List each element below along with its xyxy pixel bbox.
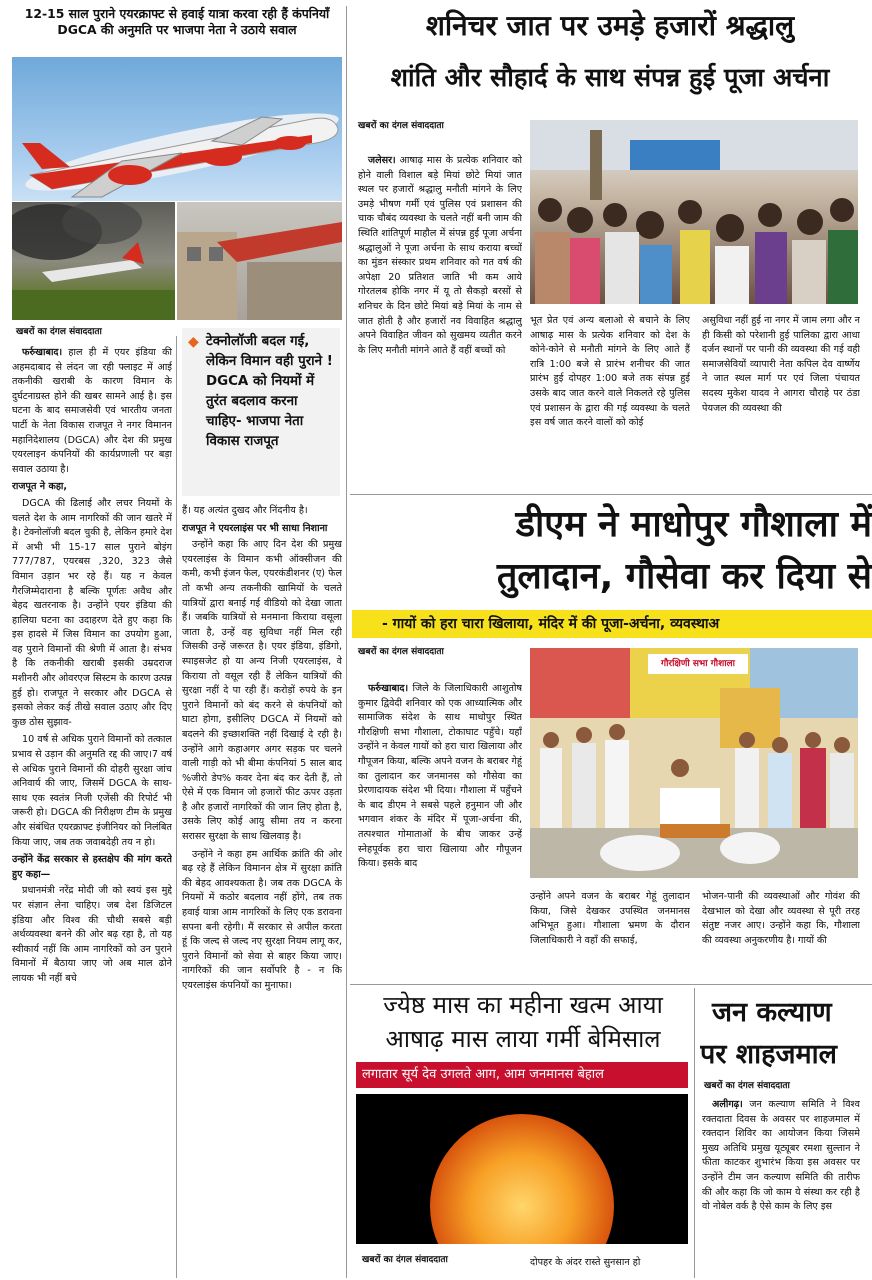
story2-column-1: जलेसर। आषाढ़ मास के प्रत्येक शनिवार को होने वाली विशाल बड़े मियां छोटे मियां जात स्थल पर हजारों श्रद्धालु मनौती मांगने के लिए उमड़े भीषण गर्मी एवं पुलिस एवं प्रशासन की चाक चौबंद व्यवस्था के चलते नहीं बनी जाम की स्थिति शांतिपूर्ण माहौल में संपन्न हुई पूजा अर्चना श्रद्धालुओं ने पूजा अर्चना के साथ कराया बच्चों का मुंडन संस्कार प्रथम शनिवार को गत वर्ष की अपेक्षा 20 प्रतिशत जाति भी कम आये गोरतलब होकि नगर में यू तो सैकड़ो बरसों से शनिचर के दिन छोटे मियां बड़े मियां के नाम से जात होती है और हजारों नव विवाहित श्रद्धालु अपने विवाहित जीवन को सुखमय व्यतीत करने के लिए मनौती मांगने आते हैं वहीं बच्चों को [358, 155, 522, 356]
story4-headline-1: ज्येष्ठ मास का महीना खत्म आया [383, 991, 663, 1019]
story5-dateline: अलीगढ़। [712, 1099, 743, 1110]
story1-plane-photo [12, 57, 342, 201]
story3-column-2: उन्होंने अपने वजन के बराबर गेहूं तुलादान किया, जिसे देखकर उपस्थित जनमानस अभिभूत हुआ। गौशाला भ्रमण के दौरान जिलाधिकारी ने वहाँ की सफाई, [530, 891, 690, 946]
story2-column-2: भूत प्रेत एवं अन्य बलाओ से बचाने के लिए आषाढ़ मास के प्रत्येक शनिवार को देश के कोने-कोने से मनौती मांगने के लिए आते हैं रात्रि 1:00 बजे से प्रारंभ शनीचर की जात प्रारंभ हुई दोपहर 1:00 बजे तक संपन्न हुई उसके बाद जात करने वाले निकलते रहे पुलिस एवं प्रशासन के द्वारा की गई व्यवस्था के चलते इस वर्ष जात करने वालों को कोई [530, 315, 690, 429]
story1-pullquote: ◆ टेक्नोलॉजी बदल गई, लेकिन विमान वही पुराने ! DGCA को नियमों में तुरंत बदलाव करना चाहिए- भाजपा नेता विकास राजपूत [182, 328, 340, 496]
story3-headline-1: डीएम ने माधोपुर गौशाला में [515, 504, 872, 545]
story3-dateline: फर्रुखाबाद। [368, 683, 409, 694]
story3-photo-banner: गौरक्षिणी सभा गौशाला [648, 654, 748, 674]
story1-byline: खबरों का दंगल संवाददाता [16, 327, 102, 337]
story3-tuladan-photo [530, 648, 858, 878]
story1-column-2: हैं। यह अत्यंत दुखद और निंदनीय है। राजपूत ने एयरलाइंस पर भी साधा निशाना उन्होंने कहा कि आए दिन देश की प्रमुख एयरलाइंस के विमान कभी ऑक्सीजन की कमी, कभी इंजन फेल, एयरकंडीशनर (ए) फेल तो कभी अन्य तकनीकी खामियों के चलते यात्रियों द्वारा बनाई गई वीडियो को देखा जाता हैं। जबकि यात्रियों से मनमाना किराया वसूला जाता है, उन्हें वह सुविधा नहीं मिल रही जिसकी उन्हें जरूरत है। एयर इंडिया, इंडिगो, स्पाइसजेट हो या अन्य निजी एयरलाइंस, वे किराया तो वसूल रही हैं लेकिन यात्रियों की सुरक्षा नहीं दे पा रही हैं। करोड़ों रुपये के इन पुराने विमानों को बंद करने से कंपनियों को घाटा होगा, इसीलिए DGCA में नियमों को बदलने की इच्छाशक्ति नहीं दिखाई दे रही है। उन्होंने आगे कहाअगर अगर सड़क पर चलने वाली गाड़ी को भी बीमा कंपनियां 5 साल बाद %जीरो डेप% कवर देना बंद कर देती हैं, तो ऐसे में एक विमान जो हजारों फीट ऊपर उड़ता है और हजारों नागरिकों की जान लिए होता है, उसके लिए कोई आयु सीमा तय न करना सरासर सुरक्षा के साथ खिलवाड़ है। उन्होंने ने कहा हम आर्थिक क्रांति की ओर बढ़ रहे हैं लेकिन विमानन क्षेत्र में सुरक्षा क्रांति की बेहद आवश्यकता है। जब तक DGCA के नियमों में कठोर बदलाव नहीं होंगे, तब तक हवाई यात्रा आम नागरिकों के लिए एक डरावना सपना बनी रहेगी। मैं सरकार से अपील करता हूं कि जल्द से जल्द नए सुरक्षा नियम लागू कर, पुराने विमानों को सेवा से बाहर किया जाए। नागरिकों की जान सर्वोपरि है - न कि एयरलाइंस कंपनियों का मुनाफा। [182, 505, 342, 991]
story4-sun-photo [356, 1094, 688, 1244]
story1-subhead-1: राजपूत ने कहा, [12, 481, 68, 493]
story3-column-1: फर्रुखाबाद। जिले के जिलाधिकारी आशुतोष कुमार द्विवेदी शनिवार को एक आध्यात्मिक और सामाजिक संदेश के साथ माधोपुर स्थित गौरक्षिणी सभा गौशाला, टोकाघाट पहुँचे। यहाँ उन्होंने न केवल गायों को हरा चारा खिलाया और गौपूजन किया, बल्कि अपने वजन के बराबर गेहूं का तुलादान कर जनमानस को गौसेवा का प्रेरणादायक संदेश भी दिया। गौशाला में पहुँचने के बाद डीएम ने सबसे पहले हनुमान जी और भगवान शंकर के मंदिर में पूजा-अर्चना की, तत्पश्चात गोमाताओं के बीच जाकर उन्हें स्नेहपूर्वक हरा चारा खिलाया और गौपूजन किया। इसके बाद [358, 683, 522, 870]
story2-byline: खबरों का दंगल संवाददाता [358, 121, 444, 131]
story5-column-1: अलीगढ़। जन कल्याण समिति ने विश्व रक्तदाता दिवस के अवसर पर शाहजमाल में रक्तदान शिविर का आयोजन किया जिसमे मुख्य अतिथि प्रमुख यूट्यूबर रमशा सुल्तान ने फीता काटकर शुभारंभ किया इस अवसर पर उन्होंने टीम जन कल्याण समिति की तारीफ की और कहा कि जो काम ये संस्था कर रही है वो नोबेल वर्क है ऐसे काम के लिए इस [702, 1099, 860, 1213]
story1-wreck-photo [177, 202, 342, 320]
story5-headline-1: जन कल्याण [712, 997, 832, 1028]
story5-byline: खबरों का दंगल संवाददाता [704, 1081, 790, 1091]
story1-dateline: फर्रुखाबाद। [22, 347, 63, 358]
story1-column-1: फर्रुखाबाद। हाल ही में एयर इंडिया की अहमदाबाद से लंदन जा रही फ्लाइट में आई तकनीकी खराबी के कारण विमान के दुर्घटनाग्रस्त होने की खबर सामने आई है। इस घटना के बाद समाजसेवी एवं भारतीय जनता पार्टी के नेता विकास राजपूत ने नगर विमानन महानिदेशालय (DGCA) और देश की प्रमुख एयरलाइन कंपनियों की कार्यप्रणाली पर बड़ा सवाल उठाया है। राजपूत ने कहा, DGCA की ढिलाई और लचर नियमों के चलते देश के आम नागरिकों की जान खतरे में है। टेक्नोलॉजी बदल चुकी है, लेकिन हमारे देश में अभी भी 15-17 साल पुराने बोइंग 777/787, एयरबस ,320, 323 जैसे विमान उड़ान भर रहे हैं। यह न केवल गैरजिम्मेदाराना है बल्कि पूर्णतः अवैध और बेहद खतरनाक है। उन्होंने एयर इंडिया की हालिया घटना का उदाहरण देते हुए कहा कि इस हादसे में जिस विमान का उपयोग हुआ, वह पुराने विमानों की श्रेणी में आता है। संभव है कि तकनीकी खराबी इसकी उम्रदराज मशीनरी और ओवरएज सिस्टम के कारण उत्पन्न हुई हो। राजपूत ने सरकार और DGCA से इसको लेकर कई तीखे सवाल उठाए और दिए कुछ ठोस सुझाव- 10 वर्ष से अधिक पुराने विमानों को तत्काल प्रभाव से उड़ान की अनुमति रद्द की जाए।7 वर्ष से अधिक पुराने विमानों की दोहरी सुरक्षा जांच अनिवार्य की जाए, जिसमें DGCA के साथ-साथ एक स्वतंत्र निजी एजेंसी की रिपोर्ट भी जरूरी हो। DGCA की निरीक्षण टीम के प्रमुख और संबंधित एयरक्राफ्ट इंजीनियर को निलंबित किया जाए, जब तक जवाबदेही तय न हो। उन्होंने केंद्र सरकार से हस्तक्षेप की मांग करते हुए कहा— प्रधानमंत्री नरेंद्र मोदी जी को स्वयं इस मुद्दे पर संज्ञान लेना चाहिए। जब देश डिजिटल इंडिया और विश्व की चौथी सबसे बड़ी अर्थव्यवस्था बनने की ओर बढ़ रहा है, तो यह स्वीकार्य नहीं कि आम नागरिकों को उन पुराने विमानों में बैठाया जाए जो अब माल ढोने लायक भी नहीं बचे [12, 347, 172, 984]
story2-headline-1: शनिचर जात पर उमड़े हजारों श्रद्धालु [425, 9, 795, 42]
story4-byline: खबरों का दंगल संवाददाता [362, 1255, 448, 1265]
story4-subhead: लगातार सूर्य देव उगलते आग, आम जनमानस बेहाल [356, 1062, 688, 1088]
story4-headline-2: आषाढ़ मास लाया गर्मी बेमिसाल [385, 1025, 661, 1053]
story3-column-3: भोजन-पानी की व्यवस्थाओं और गोवंश की देखभाल को देखा और व्यवस्था से पूरी तरह संतुष्ट नजर आए। उन्होंने कहा कि, गौशाला की व्यवस्था अनुकरणीय है। गायों की [702, 891, 860, 946]
story3-headline-2: तुलादान, गौसेवा कर दिया से [496, 556, 872, 597]
story3-subhead: - गायों को हरा चारा खिलाया, मंदिर में की पूजा-अर्चना, व्यवस्थाअ [352, 610, 872, 638]
diamond-icon: ◆ [188, 334, 199, 350]
story2-crowd-photo [530, 120, 858, 304]
story1-headline: 12-15 साल पुराने एयरक्राफ्ट से हवाई यात्रा करवा रही हैं कंपनियाँ DGCA की अनुमति पर भाजपा नेता ने उठाये सवाल [24, 6, 330, 37]
story5-headline-2: पर शाहजमाल [700, 1039, 837, 1070]
story2-headline-2: शांति और सौहार्द के साथ संपन्न हुई पूजा अर्चना [390, 63, 830, 93]
story4-column-tail: दोपहर के अंदर रास्ते सुनसान हो [530, 1257, 641, 1268]
story1-subhead-3: राजपूत ने एयरलाइंस पर भी साधा निशाना [182, 522, 328, 534]
story3-byline: खबरों का दंगल संवाददाता [358, 647, 444, 657]
story1-crash-photo [12, 202, 175, 320]
story2-dateline: जलेसर। [368, 155, 396, 166]
story1-subhead-2: उन्होंने केंद्र सरकार से हस्तक्षेप की मांग करते हुए कहा— [12, 854, 172, 880]
story2-column-3: असुविधा नहीं हुई ना नगर में जाम लगा और न ही किसी को परेशानी हुई पालिका द्वारा आधा दर्जन स्थानों पर पानी की व्यवस्था की गई वही समाजसेवियों व्यापारी नेता कपिल देव वार्ष्णेय ने जात स्थल मार्ग पर एवं जिला पंचायत सदस्य मुकेश यादव ने आगरा चौराहे पर ठंडा पेयजल की व्यवस्था की [702, 315, 860, 414]
